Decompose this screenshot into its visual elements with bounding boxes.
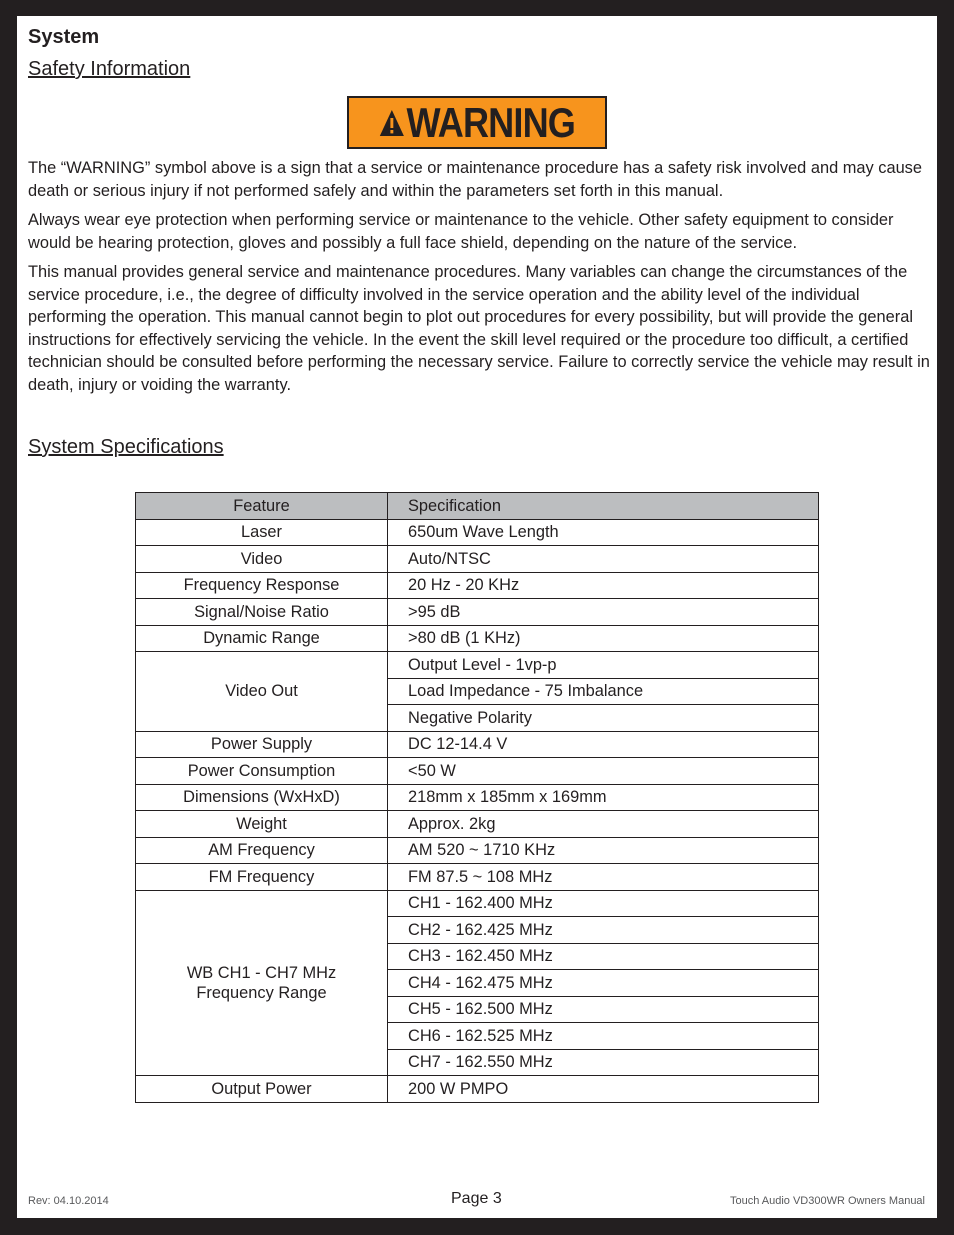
feature-cell: Power Supply (136, 731, 388, 758)
feature-cell: Video (136, 546, 388, 573)
specification-cell: 650um Wave Length (388, 519, 819, 546)
table-row (136, 572, 819, 599)
specification-cell: Negative Polarity (388, 705, 819, 732)
header-specification: Specification (388, 493, 819, 520)
specification-cell: >95 dB (388, 599, 819, 626)
feature-cell: AM Frequency (136, 837, 388, 864)
feature-cell: Laser (136, 519, 388, 546)
table-row (136, 811, 819, 838)
table-row (136, 625, 819, 652)
specification-cell: Auto/NTSC (388, 546, 819, 573)
table-row (136, 519, 819, 546)
specification-cell: CH5 - 162.500 MHz (388, 996, 819, 1023)
specification-cell: CH4 - 162.475 MHz (388, 970, 819, 997)
feature-cell: Signal/Noise Ratio (136, 599, 388, 626)
feature-line: Frequency Range (196, 983, 327, 1002)
specification-cell: AM 520 ~ 1710 KHz (388, 837, 819, 864)
specification-cell: <50 W (388, 758, 819, 785)
feature-cell: Dynamic Range (136, 625, 388, 652)
feature-cell: Power Consumption (136, 758, 388, 785)
warning-sign (347, 96, 607, 149)
revision-date: Rev: 04.10.2014 (28, 1195, 109, 1207)
warning-explanation-paragraph: The “WARNING” symbol above is a sign that a service or maintenance procedure has a safety risk involved and may cause death or serious injury if not performed safely and within the parameters set forth in this manual. (28, 159, 922, 200)
table-row (136, 546, 819, 573)
warning-triangle-icon (379, 108, 405, 138)
header-feature: Feature (136, 493, 388, 520)
table-row (136, 652, 819, 679)
specification-cell: CH6 - 162.525 MHz (388, 1023, 819, 1050)
specification-cell: 20 Hz - 20 KHz (388, 572, 819, 599)
specification-cell: Output Level - 1vp-p (388, 652, 819, 679)
specification-cell: CH1 - 162.400 MHz (388, 890, 819, 917)
table-row (136, 784, 819, 811)
feature-cell (136, 890, 388, 1076)
section-heading: System (28, 26, 100, 48)
warning-label: WARNING (406, 98, 576, 146)
table-row (136, 837, 819, 864)
feature-cell: Output Power (136, 1076, 388, 1103)
table-row (136, 731, 819, 758)
table-row (136, 758, 819, 785)
specification-cell: DC 12-14.4 V (388, 731, 819, 758)
manual-title: Touch Audio VD300WR Owners Manual (729, 1195, 925, 1207)
specification-cell: CH2 - 162.425 MHz (388, 917, 819, 944)
table-row (136, 599, 819, 626)
system-specifications-title: System Specifications (28, 436, 224, 458)
table-row (136, 890, 819, 917)
safety-information-title: Safety Information (28, 58, 191, 80)
feature-cell: Video Out (136, 652, 388, 732)
feature-cell: Dimensions (WxHxD) (136, 784, 388, 811)
table-header-row (136, 493, 819, 520)
eye-protection-paragraph: Always wear eye protection when performing service or maintenance to the vehicle. Other safety equipment to consider would be hearing protection, gloves and possibly a full face shield, depending on the nature of the service. (28, 211, 894, 252)
specification-cell: 200 W PMPO (388, 1076, 819, 1103)
table-row (136, 864, 819, 891)
manual-page (17, 16, 937, 1218)
feature-cell: Frequency Response (136, 572, 388, 599)
specification-cell: CH3 - 162.450 MHz (388, 943, 819, 970)
page-number: Page 3 (451, 1190, 502, 1207)
procedures-paragraph: This manual provides general service and maintenance procedures. Many variables can change the circumstances of the service procedure, i.e., the degree of difficulty involved in the service operation and the ability level of the individual performing the operation. This manual cannot begin to plot out procedures for every possibility, but will provide the general instructions for effectively servicing the vehicle. In the event the skill level required or the procedure too difficult, a certified technician should be consulted before performing the necessary service. Failure to correctly service the vehicle may result in death, injury or voiding the warranty. (28, 263, 930, 394)
specification-cell: >80 dB (1 KHz) (388, 625, 819, 652)
feature-cell: FM Frequency (136, 864, 388, 891)
table-row (136, 1076, 819, 1103)
specification-cell: Load Impedance - 75 Imbalance (388, 678, 819, 705)
specification-cell: 218mm x 185mm x 169mm (388, 784, 819, 811)
specification-cell: CH7 - 162.550 MHz (388, 1049, 819, 1076)
feature-cell: Weight (136, 811, 388, 838)
specification-cell: Approx. 2kg (388, 811, 819, 838)
feature-line: WB CH1 - CH7 MHz (186, 963, 337, 982)
specification-cell: FM 87.5 ~ 108 MHz (388, 864, 819, 891)
specifications-table (135, 492, 819, 1103)
